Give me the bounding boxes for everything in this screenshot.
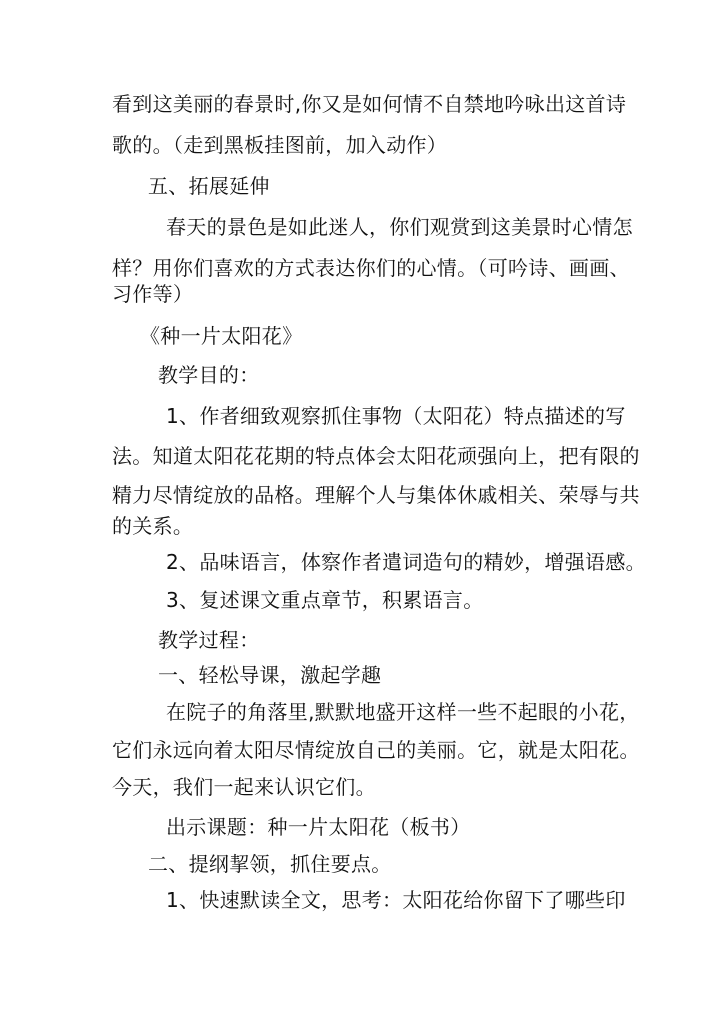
- section-heading: 一、轻松导课，激起学趣: [158, 663, 382, 687]
- section-heading: 教学目的：: [158, 363, 260, 387]
- section-heading: 五、拓展延伸: [148, 174, 270, 198]
- text-line: 3、复述课文重点章节，积累语言。: [166, 588, 484, 612]
- text-line: 它们永远向着太阳尽情绽放自己的美丽。它，就是太阳花。: [112, 738, 640, 762]
- text-line: 习作等）: [112, 282, 194, 306]
- text-line: 在院子的角落里,默默地盛开这样一些不起眼的小花，: [166, 700, 640, 724]
- text-line: 1、快速默读全文，思考：太阳花给你留下了哪些印: [166, 888, 626, 912]
- text-line: 2、品味语言，体察作者遣词造句的精妙，增强语感。: [166, 550, 646, 574]
- text-line: 今天，我们一起来认识它们。: [112, 775, 376, 799]
- text-line: 1、作者细致观察抓住事物（太阳花）特点描述的写: [166, 404, 626, 428]
- lesson-title: 《种一片太阳花》: [140, 324, 303, 348]
- text-line: 春天的景色是如此迷人，你们观赏到这美景时心情怎: [166, 215, 633, 239]
- text-line: 出示课题：种一片太阳花（板书）: [166, 815, 471, 839]
- text-line: 的关系。: [112, 514, 194, 538]
- text-line: 精力尽情绽放的品格。理解个人与集体休戚相关、荣辱与共: [112, 483, 640, 507]
- text-line: 法。知道太阳花花期的特点体会太阳花顽强向上，把有限的: [112, 444, 640, 468]
- text-line: 看到这美丽的春景时,你又是如何情不自禁地吟咏出这首诗: [112, 92, 627, 116]
- text-line: 歌的。（走到黑板挂图前，加入动作）: [112, 133, 448, 157]
- section-heading: 二、提纲挈领，抓住要点。: [148, 852, 392, 876]
- section-heading: 教学过程：: [158, 628, 260, 652]
- text-line: 样？用你们喜欢的方式表达你们的心情。（可吟诗、画画、: [112, 256, 630, 280]
